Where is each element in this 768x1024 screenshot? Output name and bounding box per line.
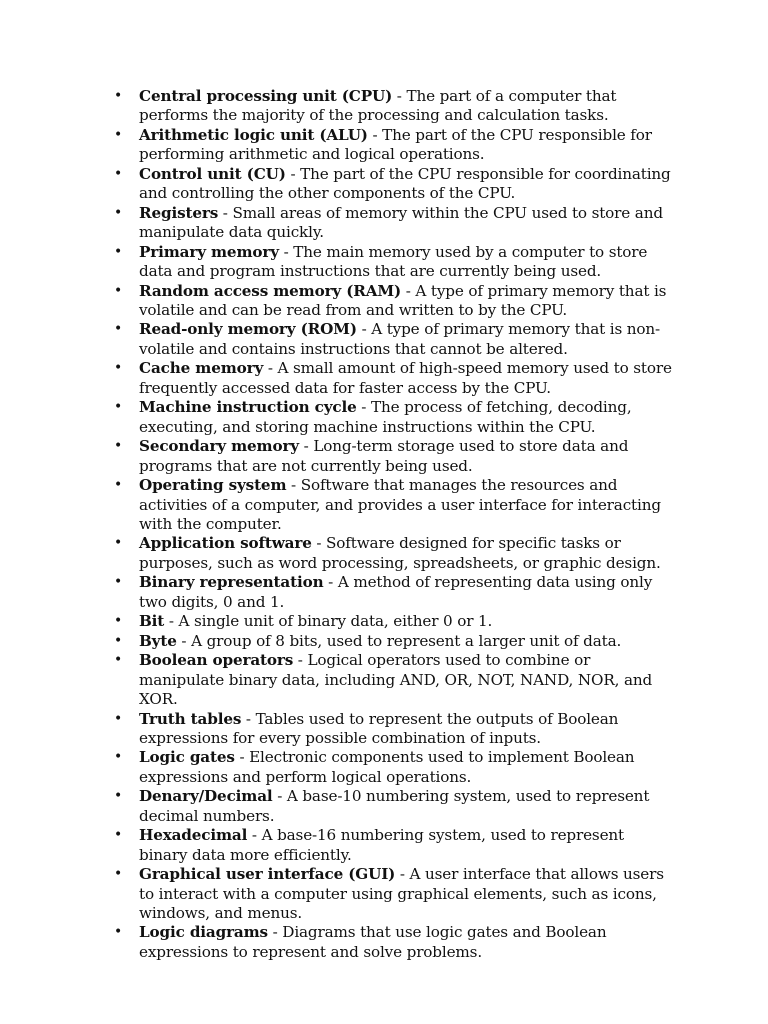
bullet-icon: • xyxy=(114,613,123,630)
glossary-definition: - The part of a computer that performs the majority of the processing and calculation tasks. xyxy=(139,87,617,125)
bullet-icon: • xyxy=(114,749,123,766)
list-item xyxy=(111,282,677,321)
list-item xyxy=(111,748,677,787)
glossary-term: Registers xyxy=(139,203,219,222)
list-item xyxy=(111,573,677,612)
glossary-definition: - A method of representing data using only two digits, 0 and 1. xyxy=(139,573,653,611)
bullet-icon: • xyxy=(114,477,123,494)
glossary-term: Cache memory xyxy=(139,359,264,378)
glossary-definition: - Software that manages the resources and activities of a computer, and provides a user interface for interacting with the computer. xyxy=(139,476,661,533)
glossary-definition: - A user interface that allows users to interact with a computer using graphical elements, such as icons, windows, and menus. xyxy=(139,865,664,923)
list-item xyxy=(111,398,677,437)
bullet-icon: • xyxy=(114,88,123,104)
list-item xyxy=(111,865,677,923)
glossary-term: Read-only memory (ROM) xyxy=(139,320,357,339)
bullet-icon: • xyxy=(114,574,123,591)
glossary-definition: - Software designed for specific tasks or purposes, such as word processing, spreadsheets, or graphic design. xyxy=(139,534,661,572)
bullet-icon: • xyxy=(114,321,123,338)
list-item xyxy=(111,165,677,204)
glossary-definition: - A group of 8 bits, used to represent a larger unit of data. xyxy=(176,631,622,650)
glossary-term: Binary representation xyxy=(139,573,324,592)
bullet-icon: • xyxy=(114,126,123,143)
glossary-term: Boolean operators xyxy=(139,651,294,670)
glossary-term: Central processing unit (CPU) xyxy=(139,87,393,105)
glossary-term: Bit xyxy=(139,612,165,631)
list-item xyxy=(111,612,677,631)
list-item xyxy=(111,534,677,573)
glossary-definition: - Diagrams that use logic gates and Boolean expressions to represent and solve problems. xyxy=(139,923,607,961)
glossary-list xyxy=(111,87,677,962)
list-item xyxy=(111,787,677,826)
glossary-term: Arithmetic logic unit (ALU) xyxy=(139,125,368,144)
glossary-term: Logic diagrams xyxy=(139,923,268,942)
glossary-term: Hexadecimal xyxy=(139,826,248,845)
glossary-definition: - Electronic components used to implement Boolean expressions and perform logical operations. xyxy=(139,748,635,786)
glossary-definition: - The part of the CPU responsible for coordinating and controlling the other components of the CPU. xyxy=(139,164,671,203)
glossary-definition: - The main memory used by a computer to store data and program instructions that are currently being used. xyxy=(139,242,648,281)
bullet-icon: • xyxy=(114,165,123,182)
list-item xyxy=(111,710,677,749)
bullet-icon: • xyxy=(114,827,123,844)
list-item xyxy=(111,437,677,476)
glossary-term: Secondary memory xyxy=(139,437,299,456)
bullet-icon: • xyxy=(114,652,123,669)
bullet-icon: • xyxy=(114,866,123,883)
list-item xyxy=(111,204,677,243)
bullet-icon: • xyxy=(114,360,123,377)
glossary-term: Random access memory (RAM) xyxy=(139,281,402,300)
glossary-definition: - A type of primary memory that is non-volatile and contains instructions that cannot be altered. xyxy=(139,320,661,358)
bullet-icon: • xyxy=(114,535,123,552)
glossary-definition: - The process of fetching, decoding, executing, and storing machine instructions within the CPU. xyxy=(139,398,632,436)
list-item xyxy=(111,923,677,962)
bullet-icon: • xyxy=(114,710,123,727)
glossary-term: Logic gates xyxy=(139,748,235,767)
list-item xyxy=(111,476,677,534)
list-item xyxy=(111,359,677,398)
glossary-term: Byte xyxy=(139,631,177,650)
list-item xyxy=(111,826,677,865)
glossary-definition: - A base-16 numbering system, used to represent binary data more efficiently. xyxy=(139,826,624,864)
glossary-term: Operating system xyxy=(139,476,287,495)
bullet-icon: • xyxy=(114,438,123,455)
glossary-definition: - A single unit of binary data, either 0 or 1. xyxy=(164,612,493,631)
bullet-icon: • xyxy=(114,399,123,416)
glossary-term: Primary memory xyxy=(139,242,279,261)
glossary-term: Denary/Decimal xyxy=(139,787,273,806)
bullet-icon: • xyxy=(114,243,123,260)
glossary-definition: - Logical operators used to combine or manipulate binary data, including AND, OR, NOT, NAND, NOR, and XOR. xyxy=(139,651,653,709)
list-item xyxy=(111,87,677,126)
list-item xyxy=(111,126,677,165)
list-item xyxy=(111,243,677,282)
bullet-icon: • xyxy=(114,788,123,805)
glossary-definition: - A small amount of high-speed memory used to store frequently accessed data for faster access by the CPU. xyxy=(139,359,672,397)
bullet-icon: • xyxy=(114,282,123,299)
glossary-definition: - A base-10 numbering system, used to represent decimal numbers. xyxy=(139,787,650,825)
glossary-definition: - Tables used to represent the outputs of Boolean expressions for every possible combination of inputs. xyxy=(139,709,619,747)
glossary-term: Application software xyxy=(139,534,312,553)
list-item xyxy=(111,320,677,359)
glossary-term: Truth tables xyxy=(139,709,242,728)
glossary-definition: - Small areas of memory within the CPU used to store and manipulate data quickly. xyxy=(139,203,663,242)
glossary-term: Machine instruction cycle xyxy=(139,398,357,417)
glossary-term: Control unit (CU) xyxy=(139,164,286,183)
bullet-icon: • xyxy=(114,632,123,649)
list-item xyxy=(111,651,677,709)
glossary-definition: - A type of primary memory that is volatile and can be read from and written to by the CPU. xyxy=(139,281,667,319)
glossary-definition: - Long-term storage used to store data and programs that are not currently being used. xyxy=(139,437,629,475)
bullet-icon: • xyxy=(114,924,123,941)
bullet-icon: • xyxy=(114,204,123,221)
list-item xyxy=(111,632,677,651)
glossary-definition: - The part of the CPU responsible for performing arithmetic and logical operations. xyxy=(139,125,652,164)
glossary-term: Graphical user interface (GUI) xyxy=(139,865,396,884)
